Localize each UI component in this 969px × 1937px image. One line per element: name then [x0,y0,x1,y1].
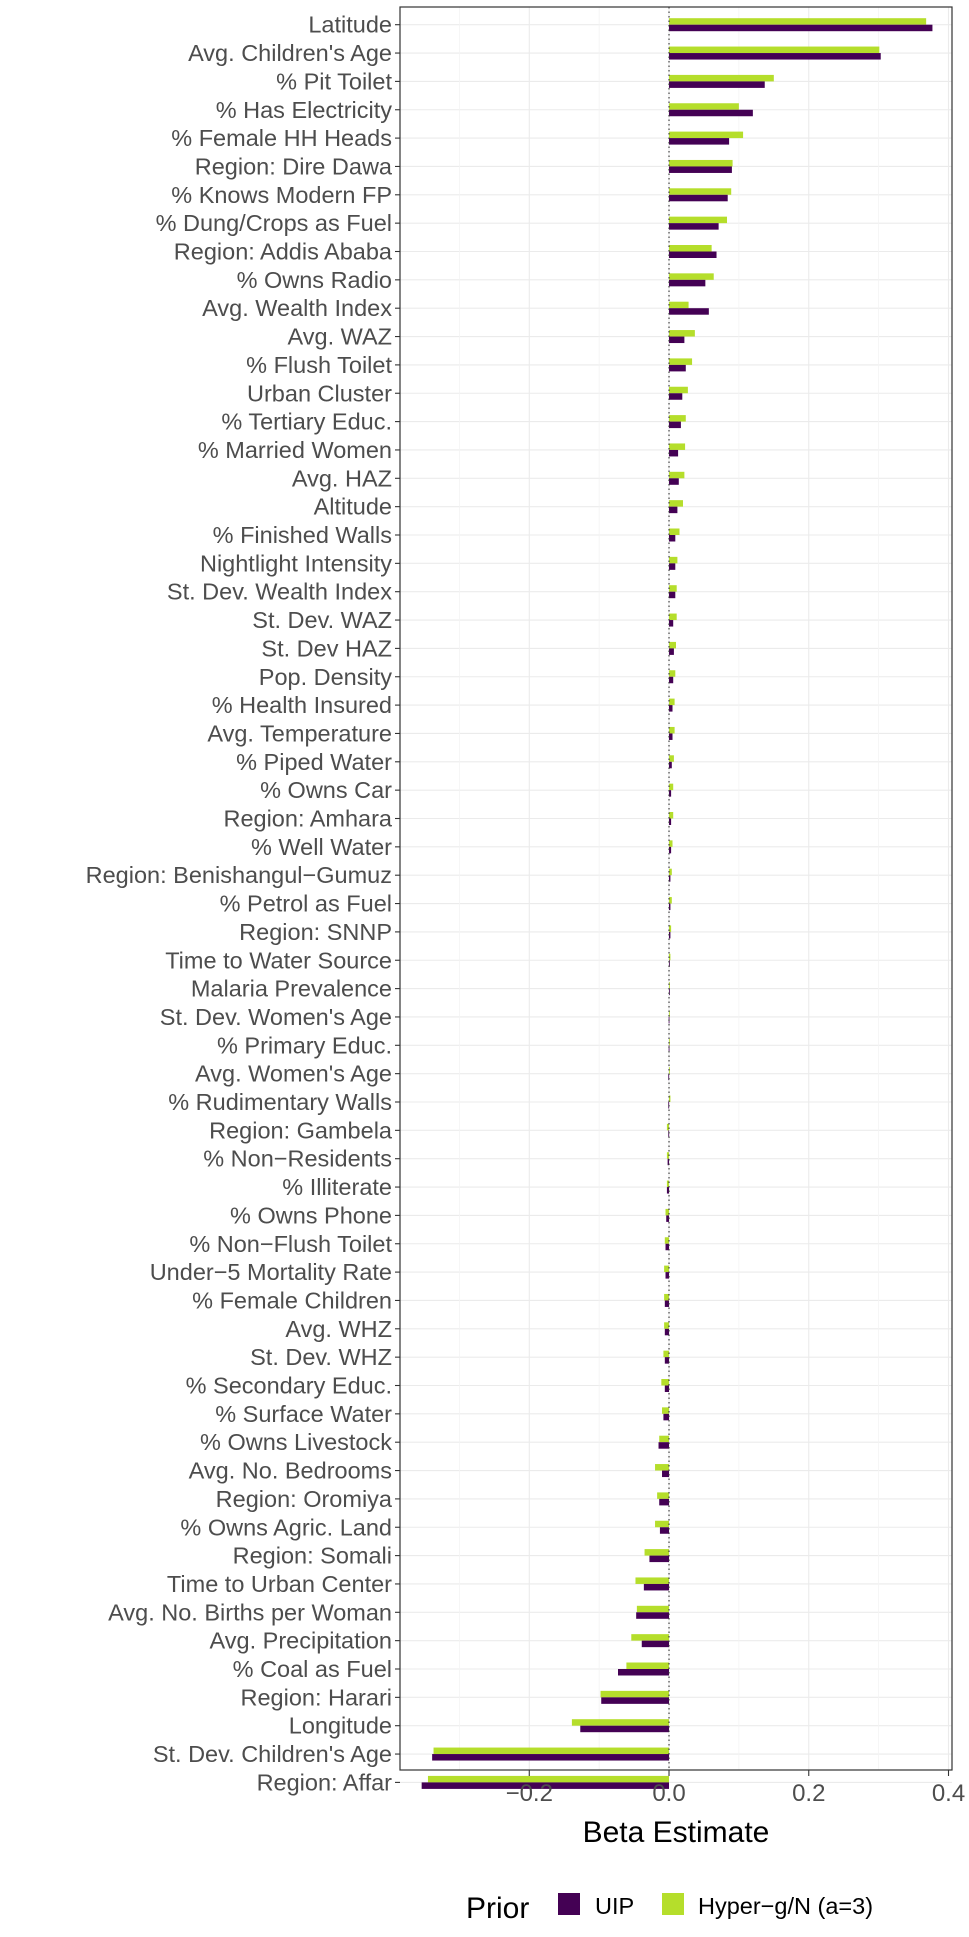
bar-uip [669,648,674,655]
legend-label-hyperg: Hyper−g/N (a=3) [698,1893,874,1919]
category-label: Longitude [288,1712,392,1739]
bar-hyperg [669,670,675,677]
grid-layer [400,7,952,1782]
legend-title: Prior [466,1892,530,1925]
bar-hyperg [669,415,686,422]
category-label: % Primary Educ. [217,1032,392,1059]
category-label: Avg. WHZ [285,1315,392,1342]
bar-uip [667,1187,669,1194]
bar-hyperg [669,699,675,706]
bar-uip [669,308,709,315]
legend-key-uip [558,1893,580,1915]
category-label: % Tertiary Educ. [221,408,392,435]
category-label: Avg. HAZ [291,465,392,492]
bar-uip [669,365,686,372]
category-label: Avg. Women's Age [195,1060,392,1087]
category-label: Altitude [313,493,392,520]
bar-uip [580,1726,669,1733]
bar-hyperg [664,1322,669,1329]
category-label: % Non−Residents [203,1145,392,1172]
bar-uip [669,507,677,514]
bar-hyperg [655,1521,669,1528]
category-label: % Piped Water [236,748,392,775]
category-label: Avg. Precipitation [209,1627,392,1654]
category-label: St. Dev. Children's Age [152,1741,392,1768]
category-label: Region: Addis Ababa [173,238,392,265]
bar-hyperg [667,1124,669,1131]
category-label: Latitude [308,11,392,38]
bar-hyperg [669,812,673,819]
bar-uip [669,762,672,769]
category-label: % Married Women [197,436,392,463]
category-label: Pop. Density [258,663,392,690]
bar-uip [642,1641,669,1648]
category-label: % Secondary Educ. [185,1372,392,1399]
bar-uip [669,535,675,542]
bar-uip [669,138,729,145]
bar-hyperg [669,47,879,54]
bar-hyperg [669,330,695,337]
bar-uip [669,989,670,996]
bar-hyperg [669,75,774,82]
bar-hyperg [661,1379,669,1386]
bar-uip [669,478,679,485]
bar-hyperg [626,1663,669,1670]
bar-uip [669,1045,670,1052]
bar-hyperg [669,982,670,989]
bar-hyperg [659,1436,669,1443]
category-label: % Flush Toilet [246,351,392,378]
category-label: % Non−Flush Toilet [189,1230,392,1257]
bar-uip [669,705,672,712]
bar-hyperg [669,273,714,280]
category-label: Time to Urban Center [166,1570,392,1597]
bar-uip [662,1471,669,1478]
category-label: % Surface Water [215,1400,392,1427]
category-label: Avg. No. Bedrooms [188,1457,392,1484]
category-label: St. Dev HAZ [261,635,392,662]
bar-hyperg [669,755,674,762]
category-label: % Knows Modern FP [171,181,392,208]
category-label: % Owns Car [260,777,392,804]
x-tick-label: −0.2 [505,1780,553,1807]
bar-hyperg [664,1294,669,1301]
bar-hyperg [657,1492,669,1499]
category-label: Avg. Children's Age [188,40,392,67]
bar-hyperg [572,1719,669,1726]
category-label: Avg. WAZ [287,323,392,350]
bar-uip [669,620,673,627]
category-label: % Owns Phone [230,1202,392,1229]
bar-uip [669,110,753,117]
bar-hyperg [669,529,679,536]
category-label: Region: Harari [240,1684,392,1711]
bar-uip [669,422,681,429]
category-label: % Dung/Crops as Fuel [155,210,392,237]
legend [466,1892,873,1925]
category-label: St. Dev. Women's Age [159,1003,392,1030]
bar-hyperg [665,1237,669,1244]
category-label: % Pit Toilet [276,68,392,95]
bar-uip [636,1612,669,1619]
bar-uip [663,1414,669,1421]
category-label: % Owns Agric. Land [180,1514,392,1541]
category-label: % Female HH Heads [171,125,392,152]
bar-uip [669,81,765,88]
category-label: % Health Insured [211,692,392,719]
bar-uip [669,592,675,599]
bar-uip [669,847,671,854]
bar-uip [659,1442,669,1449]
bar-hyperg [669,784,673,791]
bar-uip [665,1357,669,1364]
category-label: % Well Water [250,833,392,860]
category-label: % Owns Livestock [200,1429,392,1456]
bar-uip [669,166,732,173]
x-tick-label: 0.0 [652,1780,686,1807]
bar-uip [669,677,673,684]
category-label: Region: Oromiya [215,1485,392,1512]
category-label: St. Dev. WHZ [250,1344,392,1371]
category-label: Region: Affar [256,1769,392,1796]
category-label: Region: Gambela [209,1117,392,1144]
x-axis-title: Beta Estimate [582,1816,770,1849]
category-label: St. Dev. Wealth Index [166,578,392,605]
bar-uip [618,1669,669,1676]
bar-uip [601,1697,669,1704]
bar-uip [669,223,719,230]
category-label: St. Dev. WAZ [252,607,392,634]
bar-uip [665,1329,669,1336]
bar-uip [644,1584,669,1591]
bar-uip [669,563,675,570]
category-label: Region: Benishangul−Gumuz [85,862,392,889]
category-label: % Finished Walls [212,522,392,548]
category-label: Region: Dire Dawa [194,153,392,180]
bar-hyperg [669,160,733,167]
category-label: Nightlight Intensity [199,550,392,577]
bar-hyperg [669,472,684,479]
bar-uip [669,25,932,32]
bar-uip [669,904,670,911]
category-labels [86,12,400,1796]
bar-hyperg [669,132,743,139]
category-label: Region: Amhara [223,805,392,832]
category-label: Time to Water Source [165,947,392,974]
bar-hyperg [669,302,689,309]
bar-hyperg [637,1606,669,1613]
bar-hyperg [669,217,727,224]
bar-hyperg [631,1634,669,1641]
bar-hyperg [663,1351,669,1358]
bar-hyperg [664,1266,669,1273]
bar-hyperg [669,245,712,252]
bar-uip [660,1527,669,1534]
bar-hyperg [635,1577,669,1584]
bar-hyperg [669,614,677,621]
bar-hyperg [669,557,677,564]
bar-uip [669,337,684,344]
bar-uip [668,1130,669,1137]
bar-uip [669,53,881,60]
bar-hyperg [669,188,731,195]
bar-hyperg [669,500,683,507]
panel-border [400,7,952,1770]
category-label: Malaria Prevalence [190,975,392,1002]
category-label: % Rudimentary Walls [168,1089,392,1115]
bar-hyperg [669,18,926,25]
x-tick-label: 0.4 [931,1780,966,1807]
bar-hyperg [669,358,692,365]
category-label: Avg. Temperature [207,720,392,747]
bar-hyperg [669,840,672,847]
category-label: % Female Children [192,1287,392,1314]
bar-hyperg [669,727,675,734]
legend-label-uip: UIP [595,1893,635,1919]
category-label: Region: Somali [232,1542,392,1569]
bar-uip [666,1272,669,1279]
category-label: Urban Cluster [247,380,392,407]
bar-hyperg [669,585,677,592]
bar-hyperg [434,1748,669,1755]
bar-hyperg [645,1549,669,1556]
category-label: Under−5 Mortality Rate [149,1259,392,1286]
bar-uip [665,1300,669,1307]
bar-hyperg [655,1464,669,1471]
category-label: % Illiterate [282,1174,392,1201]
bar-uip [669,195,728,202]
bar-uip [669,450,678,457]
bar-uip [669,280,705,287]
bar-hyperg [662,1407,669,1414]
category-label: % Owns Radio [236,266,392,293]
bar-hyperg [669,103,739,110]
bar-hyperg [669,387,688,394]
bar-uip [669,252,717,259]
bar-uip [649,1556,669,1563]
category-label: Region: SNNP [239,918,392,945]
category-label: % Petrol as Fuel [219,890,392,917]
bar-hyperg [601,1691,669,1698]
category-label: % Has Electricity [215,96,392,123]
bar-uip [659,1499,669,1506]
category-label: % Coal as Fuel [232,1656,392,1682]
bar-uip [432,1754,669,1761]
bar-uip [665,1386,669,1393]
bar-hyperg [669,642,676,649]
bar-uip [669,393,682,400]
category-label: Avg. Wealth Index [202,295,392,322]
legend-key-hyperg [662,1893,684,1915]
x-tick-label: 0.2 [792,1780,826,1807]
category-label: Avg. No. Births per Woman [108,1599,392,1626]
bar-hyperg [669,443,685,450]
